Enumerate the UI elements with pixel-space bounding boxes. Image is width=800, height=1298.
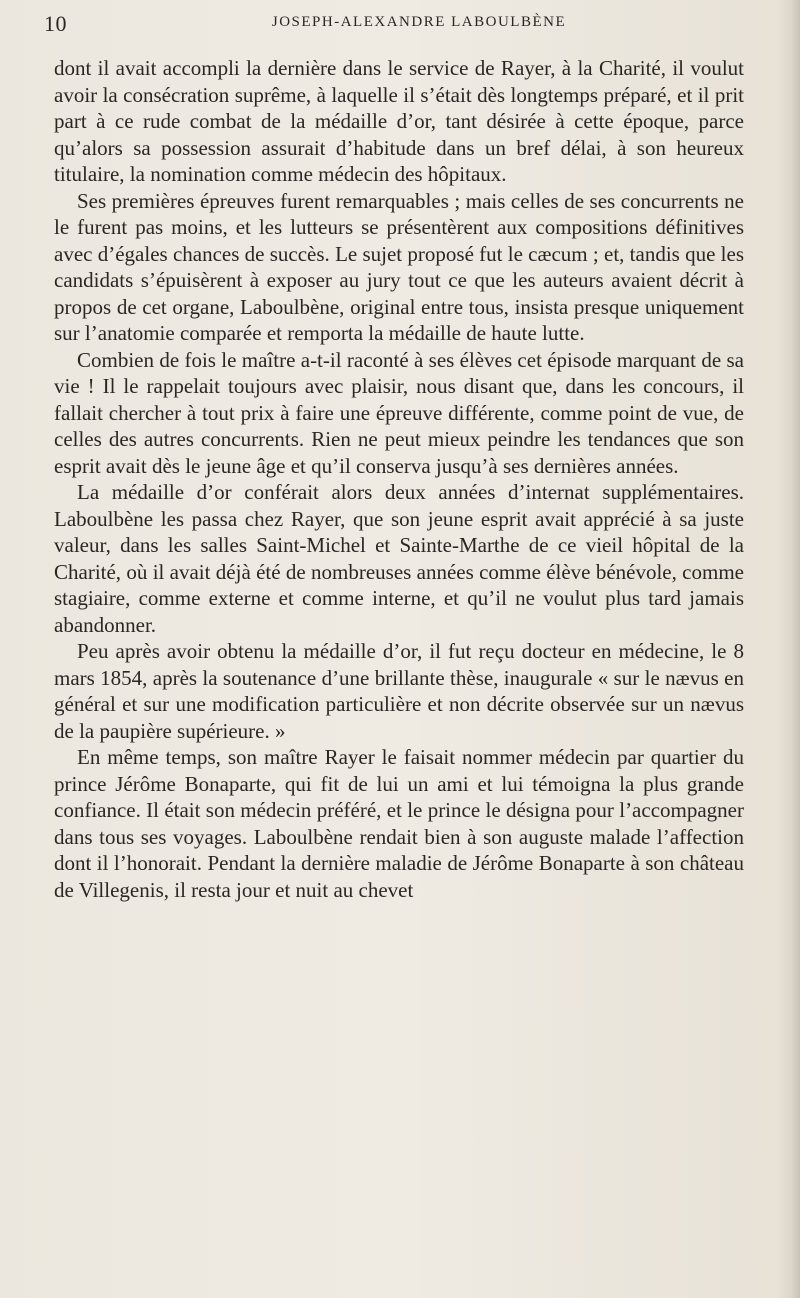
- page-number: 10: [44, 11, 67, 36]
- page-edge-shadow: [778, 0, 800, 1298]
- running-title: JOSEPH-ALEXANDRE LABOULBÈNE: [271, 14, 567, 30]
- page-header: [44, 11, 744, 41]
- paragraph: Ses premières épreuves furent remarquables ; mais celles de ses concurrents ne le furent pas moins, et les lutteurs se présentèrent aux compositions définitives avec d’égales chances de succès. Le sujet proposé fut le cæcum ; et, tandis que les candidats s’épuisèrent à exposer au jury tout ce que les auteurs avaient décrit à propos de cet organe, Laboulbène, original entre tous, insista presque uniquement sur l’anatomie comparée et remporta la médaille de haute lutte.: [54, 188, 744, 345]
- paragraph: La médaille d’or conférait alors deux années d’internat supplémentaires. Laboulbène les passa chez Rayer, que son jeune esprit avait apprécié à sa juste valeur, dans les salles Saint-Michel et Sainte-Marthe de ce vieil hôpital de la Charité, où il avait déjà été de nombreuses années comme élève bénévole, comme stagiaire, comme externe et comme interne, et qu’il ne voulut plus tard jamais abandonner.: [54, 480, 744, 637]
- paragraph: Peu après avoir obtenu la médaille d’or, il fut reçu docteur en médecine, le 8 mars 1854, après la soutenance d’une brillante thèse, inaugurale « sur le nævus en général et sur une modification particulière et non décrite observée sur un nævus de la paupière supérieure. »: [54, 639, 744, 743]
- paragraph: En même temps, son maître Rayer le faisait nommer médecin par quartier du prince Jérôme Bonaparte, qui fit de lui un ami et lui témoigna la plus grande confiance. Il était son médecin préféré, et le prince le désigna pour l’accompagner dans tous ses voyages. Laboulbène rendait bien à son auguste malade l’affection dont il l’honorait. Pendant la dernière maladie de Jérôme Bonaparte à son château de Villegenis, il resta jour et nuit au chevet: [54, 745, 744, 902]
- body-text: [54, 55, 744, 903]
- paragraph-continuation: dont il avait accompli la dernière dans le service de Rayer, à la Charité, il voulut avoir la consécration suprême, à laquelle il s’était dès longtemps préparé, et il prit part à ce rude combat de la médaille d’or, tant désirée à cette époque, parce qu’alors sa possession assurait d’habitude dans un bref délai, à son heureux titulaire, la nomination comme médecin des hôpitaux.: [54, 56, 744, 186]
- paragraph: Combien de fois le maître a-t-il raconté à ses élèves cet épisode marquant de sa vie ! Il le rappelait toujours avec plaisir, nous disant que, dans les concours, il fallait chercher à tout prix à faire une épreuve différente, comme point de vue, de celles des autres concurrents. Rien ne peut mieux peindre les tendances que son esprit avait dès le jeune âge et qu’il conserva jusqu’à ses dernières années.: [54, 347, 744, 478]
